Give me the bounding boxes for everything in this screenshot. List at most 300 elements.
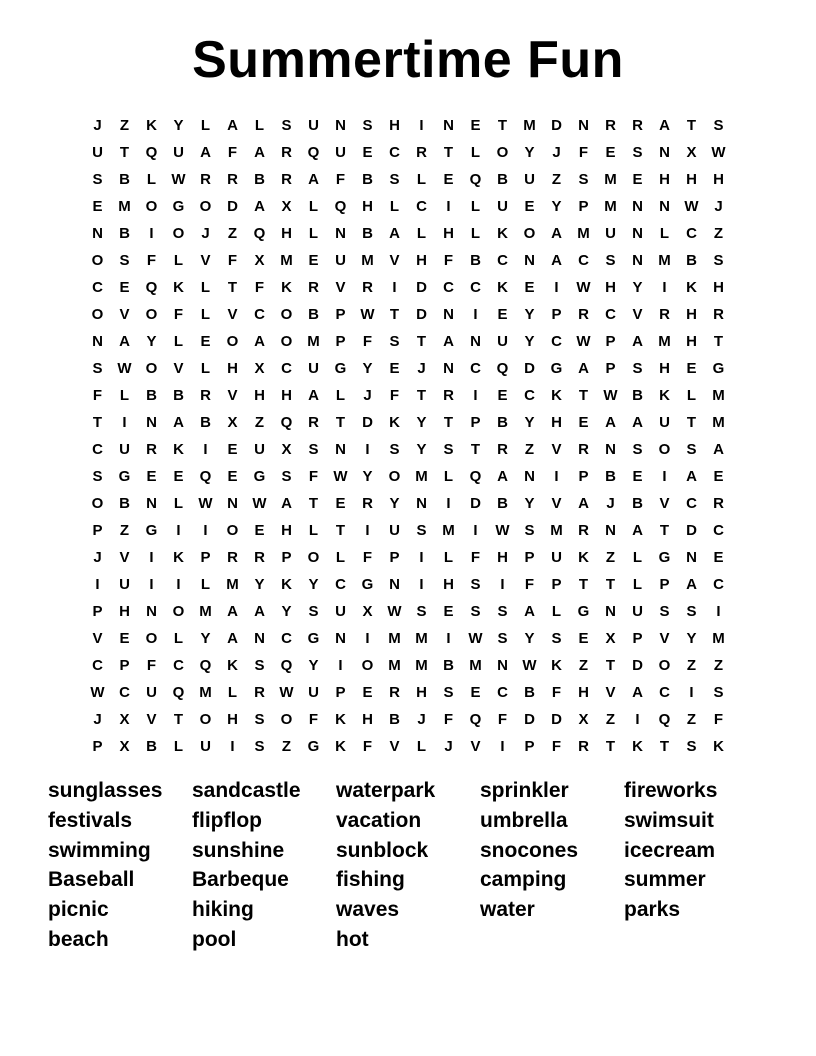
grid-letter[interactable]: G (307, 630, 320, 647)
grid-letter[interactable]: S (713, 117, 724, 134)
grid-letter[interactable]: J (606, 495, 615, 512)
grid-letter[interactable]: F (308, 468, 319, 485)
grid-letter[interactable]: Q (199, 468, 212, 485)
grid-letter[interactable]: N (146, 414, 157, 431)
grid-letter[interactable]: O (145, 360, 158, 377)
grid-letter[interactable]: K (551, 657, 562, 674)
grid-letter[interactable]: M (577, 225, 590, 242)
grid-letter[interactable]: A (605, 414, 616, 431)
grid-letter[interactable]: L (200, 279, 211, 296)
grid-letter[interactable]: F (335, 171, 346, 188)
grid-letter[interactable]: I (554, 468, 559, 485)
grid-letter[interactable]: K (281, 279, 292, 296)
grid-letter[interactable]: P (470, 414, 481, 431)
grid-letter[interactable]: L (470, 198, 481, 215)
grid-letter[interactable]: K (659, 387, 670, 404)
grid-letter[interactable]: I (365, 630, 370, 647)
grid-letter[interactable]: T (389, 306, 400, 323)
grid-letter[interactable]: H (119, 603, 130, 620)
grid-letter[interactable]: R (578, 441, 589, 458)
grid-letter[interactable]: Z (686, 657, 697, 674)
grid-letter[interactable]: O (307, 549, 320, 566)
grid-letter[interactable]: C (389, 144, 400, 161)
grid-letter[interactable]: Y (524, 630, 535, 647)
grid-letter[interactable]: R (281, 144, 292, 161)
grid-letter[interactable]: T (659, 522, 670, 539)
grid-letter[interactable]: O (91, 252, 104, 269)
grid-letter[interactable]: B (200, 414, 211, 431)
grid-letter[interactable]: F (551, 684, 562, 701)
grid-letter[interactable]: B (119, 225, 130, 242)
grid-letter[interactable]: R (227, 171, 238, 188)
grid-letter[interactable]: C (335, 576, 346, 593)
grid-letter[interactable]: V (551, 441, 562, 458)
grid-letter[interactable]: M (415, 657, 428, 674)
grid-letter[interactable]: I (230, 738, 235, 755)
grid-letter[interactable]: L (416, 738, 427, 755)
grid-letter[interactable]: M (523, 117, 536, 134)
grid-letter[interactable]: T (416, 333, 427, 350)
grid-letter[interactable]: O (226, 333, 239, 350)
grid-letter[interactable]: H (713, 171, 724, 188)
grid-letter[interactable]: H (227, 360, 238, 377)
grid-letter[interactable]: V (227, 387, 238, 404)
grid-letter[interactable]: L (443, 468, 454, 485)
grid-letter[interactable]: P (632, 630, 643, 647)
grid-letter[interactable]: A (281, 495, 292, 512)
grid-letter[interactable]: X (578, 711, 589, 728)
grid-letter[interactable]: K (497, 279, 508, 296)
grid-letter[interactable]: V (659, 630, 670, 647)
grid-letter[interactable]: Y (551, 198, 562, 215)
grid-letter[interactable]: M (226, 576, 239, 593)
grid-letter[interactable]: S (578, 171, 589, 188)
grid-letter[interactable]: P (551, 576, 562, 593)
grid-letter[interactable]: E (227, 468, 238, 485)
grid-letter[interactable]: L (659, 225, 670, 242)
grid-letter[interactable]: H (443, 225, 454, 242)
grid-letter[interactable]: I (473, 306, 478, 323)
grid-letter[interactable]: X (362, 603, 373, 620)
grid-letter[interactable]: M (712, 630, 725, 647)
grid-letter[interactable]: F (524, 576, 535, 593)
grid-letter[interactable]: F (227, 144, 238, 161)
grid-letter[interactable]: A (173, 414, 184, 431)
grid-letter[interactable]: Q (469, 711, 482, 728)
grid-letter[interactable]: M (604, 198, 617, 215)
grid-letter[interactable]: Y (362, 360, 373, 377)
grid-letter[interactable]: T (443, 414, 454, 431)
grid-letter[interactable]: A (686, 576, 697, 593)
grid-letter[interactable]: O (226, 522, 239, 539)
grid-letter[interactable]: T (335, 522, 346, 539)
grid-letter[interactable]: I (716, 603, 721, 620)
grid-letter[interactable]: F (443, 252, 454, 269)
grid-letter[interactable]: K (281, 576, 292, 593)
grid-letter[interactable]: I (500, 576, 505, 593)
grid-letter[interactable]: F (497, 711, 508, 728)
grid-letter[interactable]: B (497, 495, 508, 512)
grid-letter[interactable]: T (470, 441, 481, 458)
grid-letter[interactable]: L (308, 198, 319, 215)
grid-letter[interactable]: P (92, 522, 103, 539)
grid-letter[interactable]: Y (146, 333, 157, 350)
grid-letter[interactable]: P (524, 738, 535, 755)
grid-letter[interactable]: O (145, 630, 158, 647)
grid-letter[interactable]: T (578, 387, 589, 404)
grid-letter[interactable]: N (146, 603, 157, 620)
grid-letter[interactable]: H (659, 360, 670, 377)
grid-letter[interactable]: H (227, 711, 238, 728)
grid-letter[interactable]: U (524, 171, 535, 188)
grid-letter[interactable]: B (308, 306, 319, 323)
grid-letter[interactable]: P (92, 603, 103, 620)
grid-letter[interactable]: S (713, 684, 724, 701)
grid-letter[interactable]: A (551, 252, 562, 269)
grid-letter[interactable]: W (360, 306, 375, 323)
grid-letter[interactable]: N (227, 495, 238, 512)
grid-letter[interactable]: I (149, 225, 154, 242)
grid-letter[interactable]: G (172, 198, 185, 215)
grid-letter[interactable]: R (659, 306, 670, 323)
grid-letter[interactable]: C (713, 522, 724, 539)
grid-letter[interactable]: M (199, 603, 212, 620)
grid-letter[interactable]: R (443, 387, 454, 404)
grid-letter[interactable]: L (335, 549, 346, 566)
grid-letter[interactable]: V (227, 306, 238, 323)
grid-letter[interactable]: U (335, 144, 346, 161)
grid-letter[interactable]: C (470, 360, 481, 377)
grid-letter[interactable]: S (632, 360, 643, 377)
grid-letter[interactable]: M (469, 657, 482, 674)
grid-letter[interactable]: O (91, 306, 104, 323)
grid-letter[interactable]: V (470, 738, 481, 755)
grid-letter[interactable]: B (497, 171, 508, 188)
grid-letter[interactable]: L (308, 522, 319, 539)
grid-letter[interactable]: U (200, 738, 211, 755)
grid-letter[interactable]: G (118, 468, 131, 485)
grid-letter[interactable]: K (497, 225, 508, 242)
grid-letter[interactable]: H (416, 684, 427, 701)
grid-letter[interactable]: A (632, 522, 643, 539)
grid-letter[interactable]: L (200, 360, 211, 377)
grid-letter[interactable]: U (254, 441, 265, 458)
grid-letter[interactable]: C (713, 576, 724, 593)
grid-letter[interactable]: R (389, 684, 400, 701)
grid-letter[interactable]: B (605, 468, 616, 485)
grid-letter[interactable]: K (551, 387, 562, 404)
grid-letter[interactable]: S (389, 441, 400, 458)
grid-letter[interactable]: K (227, 657, 238, 674)
grid-letter[interactable]: O (280, 711, 293, 728)
grid-letter[interactable]: X (254, 252, 265, 269)
grid-letter[interactable]: Y (281, 603, 292, 620)
grid-letter[interactable]: D (632, 657, 643, 674)
grid-letter[interactable]: A (497, 468, 508, 485)
grid-letter[interactable]: C (686, 495, 697, 512)
grid-letter[interactable]: E (470, 684, 481, 701)
grid-letter[interactable]: V (551, 495, 562, 512)
grid-letter[interactable]: I (95, 576, 100, 593)
grid-letter[interactable]: D (524, 360, 535, 377)
grid-letter[interactable]: S (686, 603, 697, 620)
grid-letter[interactable]: T (713, 333, 724, 350)
grid-letter[interactable]: N (92, 225, 103, 242)
grid-letter[interactable]: O (172, 603, 185, 620)
grid-letter[interactable]: W (90, 684, 105, 701)
grid-letter[interactable]: A (254, 144, 265, 161)
grid-letter[interactable]: M (280, 252, 293, 269)
grid-letter[interactable]: A (254, 198, 265, 215)
grid-letter[interactable]: P (335, 333, 346, 350)
grid-letter[interactable]: H (362, 711, 373, 728)
grid-letter[interactable]: I (122, 414, 127, 431)
grid-letter[interactable]: P (578, 468, 589, 485)
grid-letter[interactable]: M (604, 171, 617, 188)
grid-letter[interactable]: S (119, 252, 130, 269)
grid-letter[interactable]: B (119, 171, 130, 188)
grid-letter[interactable]: D (551, 711, 562, 728)
grid-letter[interactable]: F (362, 333, 373, 350)
grid-letter[interactable]: W (468, 630, 483, 647)
grid-letter[interactable]: T (605, 657, 616, 674)
grid-letter[interactable]: L (173, 495, 184, 512)
grid-letter[interactable]: M (658, 252, 671, 269)
grid-letter[interactable]: C (470, 279, 481, 296)
grid-letter[interactable]: K (632, 738, 643, 755)
grid-letter[interactable]: N (605, 441, 616, 458)
grid-letter[interactable]: K (686, 279, 697, 296)
grid-letter[interactable]: Z (578, 657, 589, 674)
grid-letter[interactable]: Z (227, 225, 238, 242)
grid-letter[interactable]: Y (362, 468, 373, 485)
grid-letter[interactable]: D (416, 279, 427, 296)
grid-letter[interactable]: J (363, 387, 372, 404)
grid-letter[interactable]: C (551, 333, 562, 350)
grid-letter[interactable]: G (253, 468, 266, 485)
grid-letter[interactable]: J (417, 711, 426, 728)
grid-letter[interactable]: X (254, 360, 265, 377)
grid-letter[interactable]: H (686, 171, 697, 188)
grid-letter[interactable]: R (308, 414, 319, 431)
grid-letter[interactable]: E (443, 603, 454, 620)
grid-letter[interactable]: O (145, 306, 158, 323)
grid-letter[interactable]: N (389, 576, 400, 593)
grid-letter[interactable]: P (335, 306, 346, 323)
grid-letter[interactable]: I (419, 576, 424, 593)
grid-letter[interactable]: L (254, 117, 265, 134)
grid-letter[interactable]: P (200, 549, 211, 566)
grid-letter[interactable]: W (333, 468, 348, 485)
grid-letter[interactable]: A (227, 630, 238, 647)
grid-letter[interactable]: W (603, 387, 618, 404)
grid-letter[interactable]: W (576, 279, 591, 296)
grid-letter[interactable]: L (416, 225, 427, 242)
grid-letter[interactable]: E (713, 468, 724, 485)
grid-letter[interactable]: T (308, 495, 319, 512)
grid-letter[interactable]: N (497, 657, 508, 674)
grid-letter[interactable]: F (308, 711, 319, 728)
grid-letter[interactable]: I (473, 387, 478, 404)
grid-letter[interactable]: N (335, 117, 346, 134)
grid-letter[interactable]: H (659, 171, 670, 188)
grid-letter[interactable]: G (658, 549, 671, 566)
grid-letter[interactable]: M (712, 387, 725, 404)
grid-letter[interactable]: C (524, 387, 535, 404)
grid-letter[interactable]: D (362, 414, 373, 431)
grid-letter[interactable]: B (524, 684, 535, 701)
grid-letter[interactable]: Q (172, 684, 185, 701)
grid-letter[interactable]: E (389, 360, 400, 377)
grid-letter[interactable]: C (578, 252, 589, 269)
grid-letter[interactable]: I (419, 117, 424, 134)
grid-letter[interactable]: S (497, 630, 508, 647)
grid-letter[interactable]: E (335, 495, 346, 512)
grid-letter[interactable]: M (361, 252, 374, 269)
grid-letter[interactable]: X (119, 711, 130, 728)
grid-letter[interactable]: D (470, 495, 481, 512)
grid-letter[interactable]: C (254, 306, 265, 323)
grid-letter[interactable]: S (281, 468, 292, 485)
grid-letter[interactable]: R (578, 522, 589, 539)
grid-letter[interactable]: N (146, 495, 157, 512)
grid-letter[interactable]: O (91, 495, 104, 512)
grid-letter[interactable]: A (578, 360, 589, 377)
grid-letter[interactable]: D (686, 522, 697, 539)
grid-letter[interactable]: K (173, 549, 184, 566)
grid-letter[interactable]: J (201, 225, 210, 242)
grid-letter[interactable]: V (632, 306, 643, 323)
grid-letter[interactable]: B (686, 252, 697, 269)
grid-letter[interactable]: B (173, 387, 184, 404)
grid-letter[interactable]: A (713, 441, 724, 458)
grid-letter[interactable]: H (497, 549, 508, 566)
grid-letter[interactable]: L (416, 171, 427, 188)
grid-letter[interactable]: Q (469, 171, 482, 188)
grid-letter[interactable]: N (632, 225, 643, 242)
grid-letter[interactable]: B (362, 225, 373, 242)
grid-letter[interactable]: F (362, 549, 373, 566)
grid-letter[interactable]: B (362, 171, 373, 188)
grid-letter[interactable]: X (281, 198, 292, 215)
grid-letter[interactable]: V (659, 495, 670, 512)
grid-letter[interactable]: O (280, 306, 293, 323)
grid-letter[interactable]: N (659, 198, 670, 215)
grid-letter[interactable]: F (713, 711, 724, 728)
grid-letter[interactable]: U (119, 576, 130, 593)
grid-letter[interactable]: K (146, 117, 157, 134)
grid-letter[interactable]: I (176, 576, 181, 593)
grid-letter[interactable]: S (389, 333, 400, 350)
grid-letter[interactable]: M (442, 522, 455, 539)
grid-letter[interactable]: V (335, 279, 346, 296)
grid-letter[interactable]: A (227, 117, 238, 134)
grid-letter[interactable]: A (686, 468, 697, 485)
grid-letter[interactable]: G (577, 603, 590, 620)
grid-letter[interactable]: Q (496, 360, 509, 377)
grid-letter[interactable]: T (497, 117, 508, 134)
grid-letter[interactable]: Z (551, 171, 562, 188)
grid-letter[interactable]: Q (253, 225, 266, 242)
grid-letter[interactable]: Q (145, 279, 158, 296)
grid-letter[interactable]: E (632, 468, 643, 485)
grid-letter[interactable]: T (335, 414, 346, 431)
grid-letter[interactable]: I (419, 549, 424, 566)
grid-letter[interactable]: S (254, 657, 265, 674)
grid-letter[interactable]: I (392, 279, 397, 296)
grid-letter[interactable]: I (203, 522, 208, 539)
grid-letter[interactable]: S (605, 252, 616, 269)
grid-letter[interactable]: T (686, 414, 697, 431)
grid-letter[interactable]: Y (254, 576, 265, 593)
grid-letter[interactable]: P (389, 549, 400, 566)
grid-letter[interactable]: N (335, 225, 346, 242)
grid-letter[interactable]: L (200, 117, 211, 134)
grid-letter[interactable]: I (446, 630, 451, 647)
grid-letter[interactable]: G (550, 360, 563, 377)
grid-letter[interactable]: N (605, 603, 616, 620)
grid-letter[interactable]: A (551, 225, 562, 242)
grid-letter[interactable]: H (551, 414, 562, 431)
grid-letter[interactable]: E (497, 306, 508, 323)
grid-letter[interactable]: C (173, 657, 184, 674)
grid-letter[interactable]: O (388, 468, 401, 485)
grid-letter[interactable]: E (227, 441, 238, 458)
grid-letter[interactable]: Q (280, 657, 293, 674)
grid-letter[interactable]: Y (632, 279, 643, 296)
grid-letter[interactable]: Q (145, 144, 158, 161)
grid-letter[interactable]: Z (254, 414, 265, 431)
grid-letter[interactable]: O (145, 198, 158, 215)
grid-letter[interactable]: I (554, 279, 559, 296)
grid-letter[interactable]: L (146, 171, 157, 188)
grid-letter[interactable]: I (365, 441, 370, 458)
grid-letter[interactable]: N (605, 522, 616, 539)
grid-letter[interactable]: S (686, 738, 697, 755)
grid-letter[interactable]: R (281, 171, 292, 188)
grid-letter[interactable]: T (605, 738, 616, 755)
grid-letter[interactable]: S (659, 603, 670, 620)
grid-letter[interactable]: S (524, 522, 535, 539)
grid-letter[interactable]: S (632, 441, 643, 458)
grid-letter[interactable]: N (92, 333, 103, 350)
grid-letter[interactable]: B (443, 657, 454, 674)
grid-letter[interactable]: Y (416, 414, 427, 431)
grid-letter[interactable]: P (92, 738, 103, 755)
grid-letter[interactable]: P (524, 549, 535, 566)
grid-letter[interactable]: E (470, 117, 481, 134)
grid-letter[interactable]: X (227, 414, 238, 431)
grid-letter[interactable]: Y (524, 414, 535, 431)
grid-letter[interactable]: M (658, 333, 671, 350)
grid-letter[interactable]: S (686, 441, 697, 458)
grid-letter[interactable]: W (522, 657, 537, 674)
grid-letter[interactable]: I (176, 522, 181, 539)
grid-letter[interactable]: S (389, 171, 400, 188)
grid-letter[interactable]: P (551, 306, 562, 323)
grid-letter[interactable]: V (119, 549, 130, 566)
grid-letter[interactable]: R (632, 117, 643, 134)
grid-letter[interactable]: Y (389, 495, 400, 512)
grid-letter[interactable]: W (576, 333, 591, 350)
grid-letter[interactable]: A (578, 495, 589, 512)
grid-letter[interactable]: S (308, 603, 319, 620)
grid-letter[interactable]: F (551, 738, 562, 755)
grid-letter[interactable]: S (632, 144, 643, 161)
grid-letter[interactable]: W (684, 198, 699, 215)
grid-letter[interactable]: O (361, 657, 374, 674)
grid-letter[interactable]: A (632, 333, 643, 350)
